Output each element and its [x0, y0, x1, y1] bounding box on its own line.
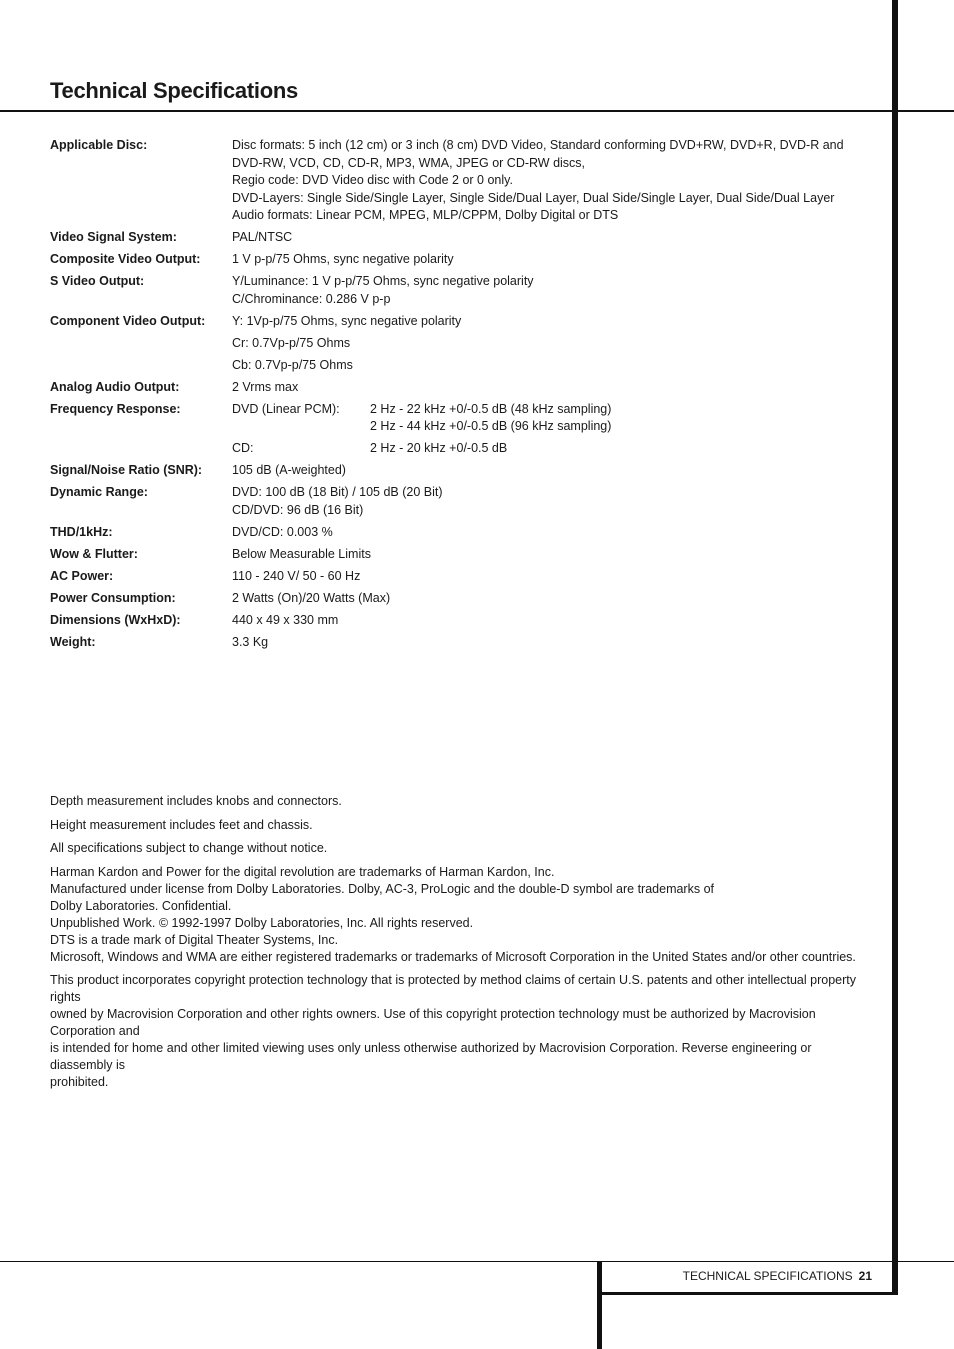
spec-value-line: Below Measurable Limits [232, 546, 371, 561]
spec-row [50, 568, 870, 586]
spec-value-line: 2 Watts (On)/20 Watts (Max) [232, 590, 391, 605]
note-line: Height measurement includes feet and chassis. [50, 817, 313, 832]
spec-value [232, 590, 870, 608]
spec-value-line: PAL/NTSC [232, 230, 293, 244]
spec-value-line: 105 dB (A-weighted) [232, 463, 346, 477]
spec-label [50, 357, 232, 375]
spec-label: Dynamic Range: [50, 485, 148, 499]
right-margin-bar [892, 0, 898, 1294]
spec-value-line: 440 x 49 x 330 mm [232, 612, 339, 627]
spec-row [50, 484, 870, 519]
spec-value [232, 313, 870, 331]
spec-row [50, 462, 870, 480]
freq-value-line: 2 Hz - 44 kHz +0/-0.5 dB (96 kHz sampling) [370, 419, 612, 433]
note-paragraph [50, 793, 872, 810]
spec-value [232, 251, 870, 269]
spec-value-line: Regio code: DVD Video disc with Code 2 or 0 only. [232, 173, 513, 187]
spec-label: Applicable Disc: [50, 138, 148, 152]
spec-row [50, 251, 870, 269]
note-line: This product incorporates copyright protection technology that is protected by method claims of certain U.S. patents and other intellectual property rights [50, 973, 856, 1004]
title-rule [0, 110, 954, 112]
spec-label: AC Power: [50, 568, 114, 583]
spec-row [50, 335, 870, 353]
note-line: prohibited. [50, 1075, 109, 1089]
spec-value [232, 568, 870, 586]
spec-value [232, 273, 870, 308]
spec-label: Composite Video Output: [50, 252, 201, 266]
spec-value [232, 335, 870, 353]
freq-response-row [232, 401, 870, 436]
spec-value-line: 3.3 Kg [232, 634, 269, 649]
spec-label: Wow & Flutter: [50, 546, 138, 561]
spec-value [232, 401, 870, 458]
spec-value-line: CD/DVD: 96 dB (16 Bit) [232, 502, 364, 517]
spec-value [232, 524, 870, 542]
spec-label: S Video Output: [50, 274, 145, 288]
spec-row [50, 229, 870, 247]
note-line: owned by Macrovision Corporation and other rights owners. Use of this copyright protection technology must be authorized by Macrovision Corporation and [50, 1007, 816, 1038]
page-title: Technical Specifications [50, 78, 298, 103]
spec-value-line: C/Chrominance: 0.286 V p-p [232, 291, 391, 306]
spec-row [50, 357, 870, 375]
spec-label: Frequency Response: [50, 401, 181, 416]
spec-value-line: 1 V p-p/75 Ohms, sync negative polarity [232, 252, 454, 266]
spec-row [50, 524, 870, 542]
note-paragraph [50, 864, 872, 966]
spec-value-line: Y: 1Vp-p/75 Ohms, sync negative polarity [232, 313, 462, 328]
page-number: 21 [858, 1269, 872, 1283]
freq-value-line: 2 Hz - 22 kHz +0/-0.5 dB (48 kHz sampling) [370, 401, 612, 416]
spec-value-line: DVD-Layers: Single Side/Single Layer, Single Side/Dual Layer, Dual Side/Single Layer, Dual Side/Dual Layer [232, 190, 835, 205]
spec-row [50, 137, 870, 225]
spec-value [232, 546, 870, 564]
note-line: Unpublished Work. © 1992-1997 Dolby Laboratories, Inc. All rights reserved. [50, 915, 474, 930]
spec-value-line: Cb: 0.7Vp-p/75 Ohms [232, 357, 353, 372]
spec-value-line: Disc formats: 5 inch (12 cm) or 3 inch (8 cm) DVD Video, Standard conforming DVD+RW, DVD+R, DVD-R and [232, 138, 844, 152]
note-line: All specifications subject to change without notice. [50, 841, 328, 855]
spec-label: Signal/Noise Ratio (SNR): [50, 463, 203, 477]
spec-value [232, 484, 870, 519]
note-paragraph [50, 972, 872, 1091]
footer-underline [597, 1292, 898, 1295]
freq-source-label: DVD (Linear PCM): [232, 401, 340, 416]
note-line: Harman Kardon and Power for the digital revolution are trademarks of Harman Kardon, Inc. [50, 864, 555, 879]
note-line: Manufactured under license from Dolby Laboratories. Dolby, AC-3, ProLogic and the double-D symbol are trademarks of [50, 881, 714, 896]
spec-table [50, 137, 870, 656]
spec-label: Power Consumption: [50, 590, 176, 605]
freq-values [370, 401, 870, 436]
spec-value [232, 634, 870, 652]
spec-label: Dimensions (WxHxD): [50, 612, 181, 627]
spec-value [232, 357, 870, 375]
spec-label: Video Signal System: [50, 230, 177, 244]
spec-row [50, 634, 870, 652]
spec-value [232, 229, 870, 247]
note-line: Dolby Laboratories. Confidential. [50, 898, 232, 913]
notes-section [50, 793, 872, 1098]
spec-row [50, 313, 870, 331]
spec-label [50, 335, 232, 353]
footer-rule [0, 1261, 954, 1262]
spec-value-line: Y/Luminance: 1 V p-p/75 Ohms, sync negative polarity [232, 274, 534, 288]
spec-value-line: DVD: 100 dB (18 Bit) / 105 dB (20 Bit) [232, 485, 443, 499]
note-line: Microsoft, Windows and WMA are either registered trademarks or trademarks of Microsoft Corporation in the United States and/or other countries. [50, 949, 856, 964]
note-line: DTS is a trade mark of Digital Theater Systems, Inc. [50, 932, 339, 947]
spec-row [50, 401, 870, 458]
note-line: is intended for home and other limited viewing uses only unless otherwise authorized by Macrovision Corporation. Reverse engineering or diassembly is [50, 1041, 812, 1072]
spec-value [232, 137, 870, 225]
spec-value-line: DVD-RW, VCD, CD, CD-R, MP3, WMA, JPEG or CD-RW discs, [232, 155, 586, 170]
spec-value [232, 612, 870, 630]
freq-values [370, 440, 870, 458]
spec-label: Component Video Output: [50, 313, 206, 328]
spec-row [50, 546, 870, 564]
spec-value-line: DVD/CD: 0.003 % [232, 524, 333, 539]
spec-label: Weight: [50, 634, 96, 649]
note-line: Depth measurement includes knobs and connectors. [50, 794, 342, 808]
spec-value [232, 379, 870, 397]
footer-section-title: TECHNICAL SPECIFICATIONS [682, 1269, 853, 1283]
spec-row [50, 379, 870, 397]
spec-row [50, 590, 870, 608]
spec-label: THD/1kHz: [50, 524, 113, 539]
spec-value-line: Audio formats: Linear PCM, MPEG, MLP/CPPM, Dolby Digital or DTS [232, 208, 619, 222]
freq-response-row [232, 440, 870, 458]
spec-value-line: 2 Vrms max [232, 379, 299, 394]
freq-source-label: CD: [232, 441, 254, 455]
spec-row [50, 273, 870, 308]
note-paragraph [50, 840, 872, 857]
note-paragraph [50, 817, 872, 834]
spec-value-line: 110 - 240 V/ 50 - 60 Hz [232, 568, 361, 583]
spec-value [232, 462, 870, 480]
spec-row [50, 612, 870, 630]
freq-value-line: 2 Hz - 20 kHz +0/-0.5 dB [370, 441, 508, 455]
spec-value-line: Cr: 0.7Vp-p/75 Ohms [232, 335, 351, 350]
spec-label: Analog Audio Output: [50, 379, 180, 394]
page-footer [602, 1266, 872, 1286]
